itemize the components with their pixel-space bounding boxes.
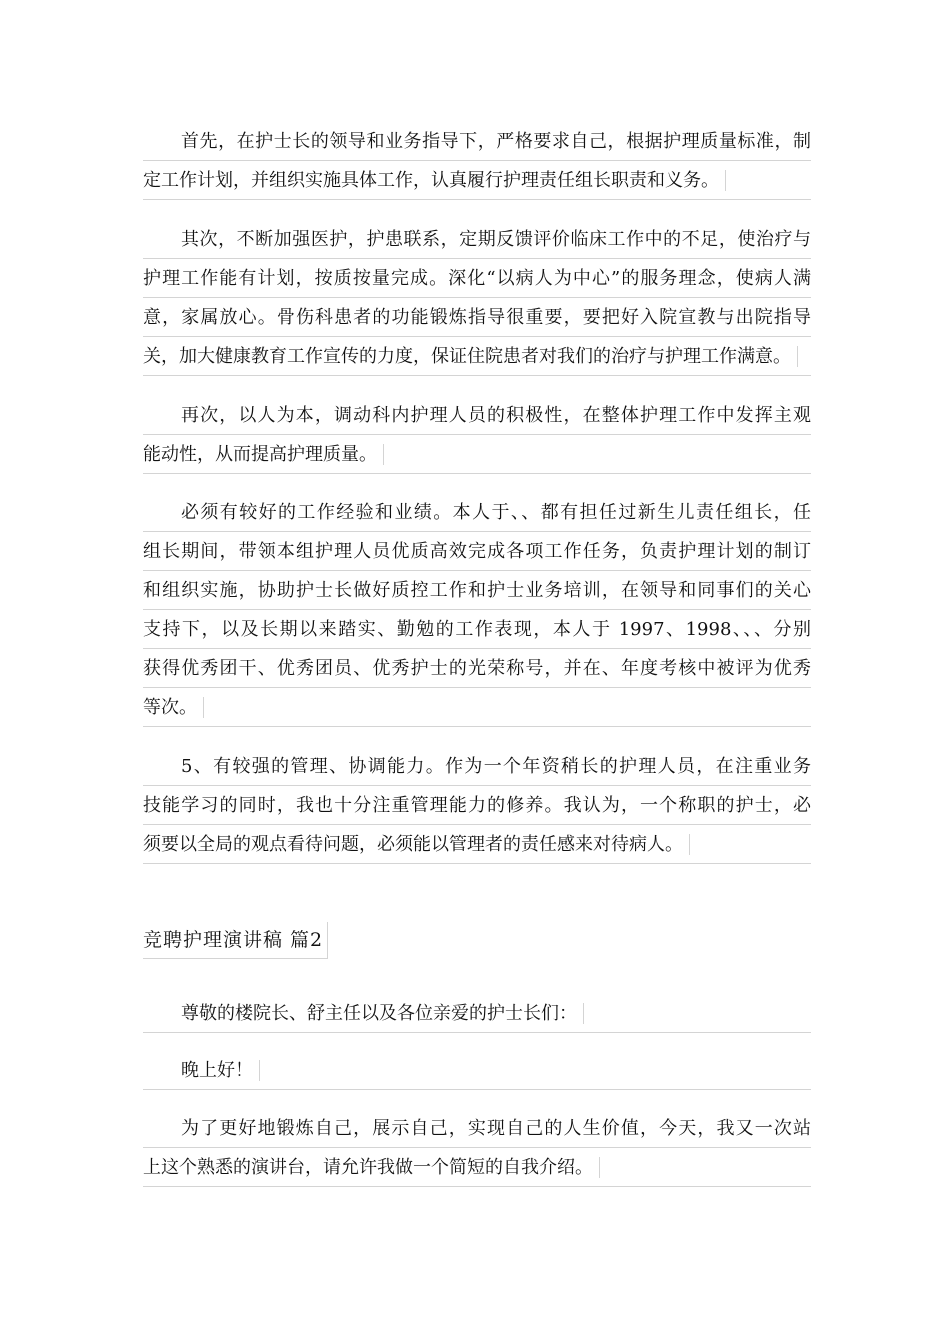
paragraph-1 <box>143 122 811 200</box>
text-line: 再次，以人为本，调动科内护理人员的积极性，在整体护理工作中发挥主观 <box>143 396 811 435</box>
paragraph-2 <box>143 220 811 376</box>
text-line: 须要以全局的观点看待问题，必须能以管理者的责任感来对待病人。 <box>143 825 811 864</box>
text-line: 定工作计划，并组织实施具体工作，认真履行护理责任组长职责和义务。 <box>143 161 811 200</box>
paragraph-5 <box>143 747 811 864</box>
text-line: 能动性，从而提高护理质量。 <box>143 435 811 474</box>
text-line: 护理工作能有计划，按质按量完成。深化“以病人为中心”的服务理念，使病人满 <box>143 259 811 298</box>
text-line: 和组织实施，协助护士长做好质控工作和护士业务培训，在领导和同事们的关心 <box>143 571 811 610</box>
text-line: 其次，不断加强医护，护患联系，定期反馈评价临床工作中的不足，使治疗与 <box>143 220 811 259</box>
paragraph-greeting <box>143 994 811 1033</box>
paragraph-intro <box>143 1109 811 1187</box>
text-line: 为了更好地锻炼自己，展示自己，实现自己的人生价值，今天，我又一次站 <box>143 1109 811 1148</box>
text-line: 等次。 <box>143 688 811 727</box>
section-heading: 竞聘护理演讲稿 篇2 <box>143 922 328 958</box>
text-line: 获得优秀团干、优秀团员、优秀护士的光荣称号，并在、年度考核中被评为优秀 <box>143 649 811 688</box>
paragraph-good-evening <box>143 1051 811 1090</box>
text-line: 技能学习的同时，我也十分注重管理能力的修养。我认为，一个称职的护士，必 <box>143 786 811 825</box>
text-line: 5、有较强的管理、协调能力。作为一个年资稍长的护理人员，在注重业务 <box>143 747 811 786</box>
text-line: 必须有较好的工作经验和业绩。本人于、、都有担任过新生儿责任组长，任 <box>143 493 811 532</box>
text-line: 支持下，以及长期以来踏实、勤勉的工作表现，本人于 1997、1998、、、分别 <box>143 610 811 649</box>
paragraph-4 <box>143 493 811 727</box>
text-line: 组长期间，带领本组护理人员优质高效完成各项工作任务，负责护理计划的制订 <box>143 532 811 571</box>
text-line: 首先，在护士长的领导和业务指导下，严格要求自己，根据护理质量标准，制 <box>143 122 811 161</box>
text-line: 意，家属放心。骨伤科患者的功能锻炼指导很重要，要把好入院宣教与出院指导 <box>143 298 811 337</box>
text-line: 上这个熟悉的演讲台，请允许我做一个简短的自我介绍。 <box>143 1148 811 1187</box>
text-line: 关，加大健康教育工作宣传的力度，保证住院患者对我们的治疗与护理工作满意。 <box>143 337 811 376</box>
text-line: 尊敬的楼院长、舒主任以及各位亲爱的护士长们： <box>143 994 811 1033</box>
paragraph-3 <box>143 396 811 474</box>
text-line: 晚上好！ <box>143 1051 811 1090</box>
